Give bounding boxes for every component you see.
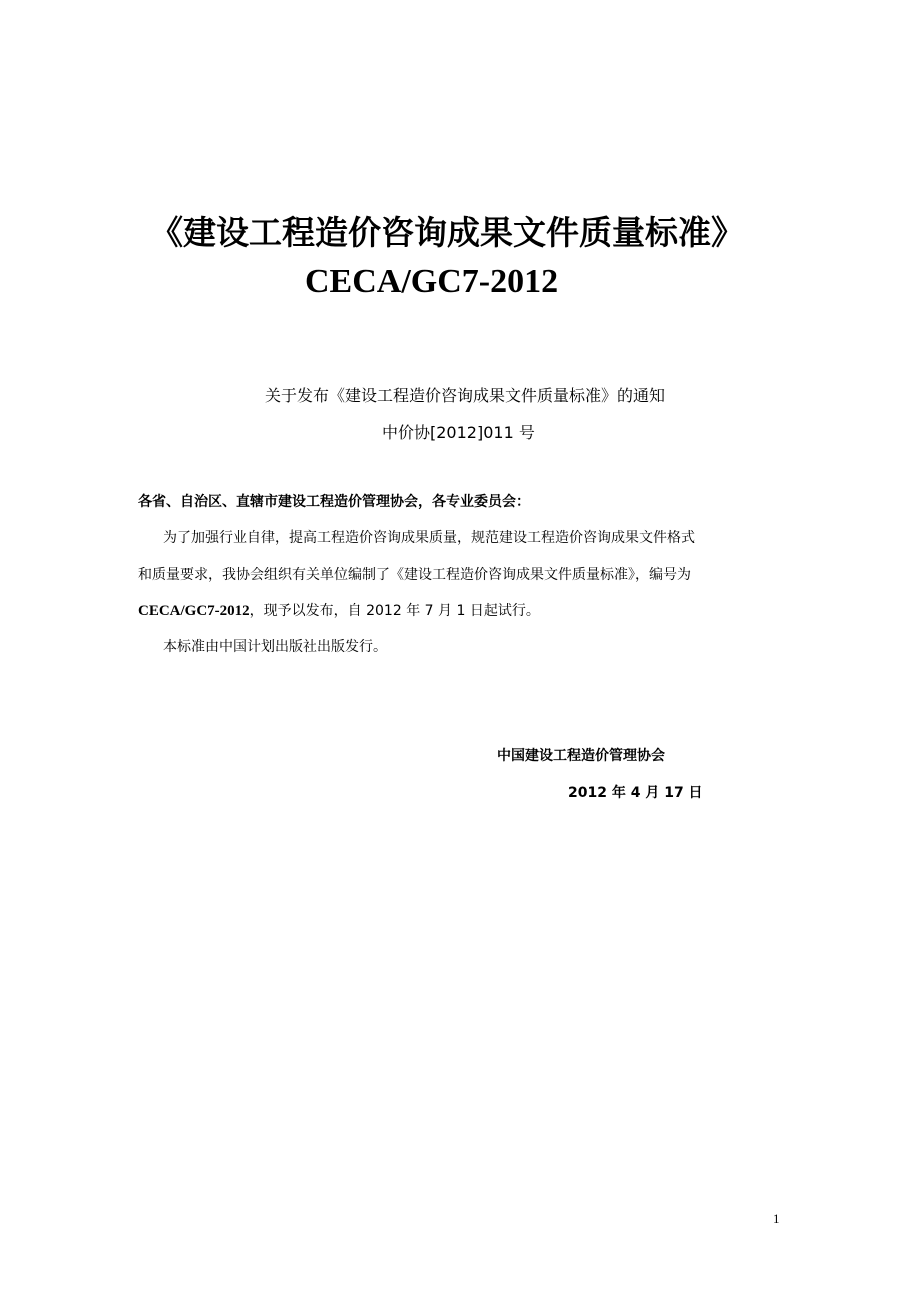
paragraph-1-line-1: 为了加强行业自律，提高工程造价咨询成果质量，规范建设工程造价咨询成果文件格式 — [163, 530, 695, 546]
paragraph-1-line-3-text: ，现予以发布，自 2012 年 7 月 1 日起试行。 — [249, 603, 540, 619]
standard-code-inline: CECA/GC7-2012 — [138, 603, 250, 619]
signer: 中国建设工程造价管理协会 — [497, 748, 665, 764]
page-number: 1 — [773, 1211, 780, 1226]
paragraph-1-line-2: 和质量要求，我协会组织有关单位编制了《建设工程造价咨询成果文件质量标准》，编号为 — [138, 567, 691, 583]
notice-title: 关于发布《建设工程造价咨询成果文件质量标准》的通知 — [265, 386, 666, 405]
paragraph-2: 本标准由中国计划出版社出版发行。 — [163, 639, 387, 655]
standard-code-title: CECA/GC7-2012 — [305, 263, 559, 300]
signing-date: 2012 年 4 月 17 日 — [568, 785, 703, 801]
document-number: 中价协[2012]011 号 — [382, 423, 535, 442]
paragraph-1-line-3 — [138, 600, 540, 622]
salutation: 各省、自治区、直辖市建设工程造价管理协会，各专业委员会： — [138, 494, 530, 510]
document-title: 《建设工程造价咨询成果文件质量标准》 — [150, 213, 744, 252]
